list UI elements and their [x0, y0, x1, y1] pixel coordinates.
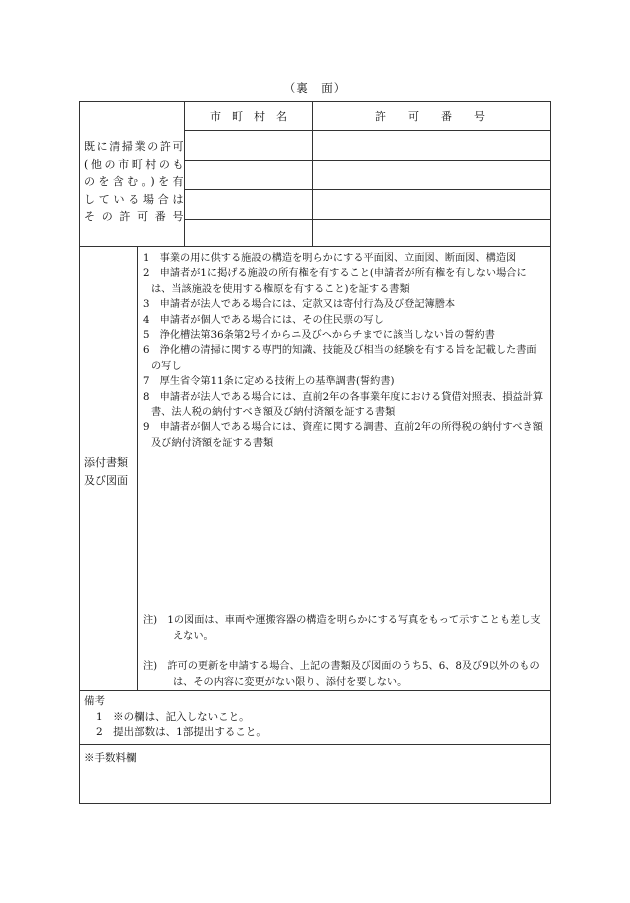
municipality-header: 市 町 村 名	[210, 110, 287, 123]
municipality-cell[interactable]	[185, 131, 311, 159]
remarks-heading: 備考	[84, 695, 105, 707]
municipality-cell[interactable]	[185, 190, 311, 218]
attachments-list	[143, 251, 545, 451]
fee-label: ※手数料欄	[84, 752, 137, 764]
label-line: している場合は	[84, 192, 184, 206]
page-title: （裏 面）	[283, 81, 347, 95]
divider	[137, 246, 138, 690]
list-item: 7 厚生省令第11条に定める技術上の基準調書(誓約書)	[143, 376, 395, 388]
divider	[79, 744, 551, 745]
remarks-item: 1 ※の欄は、記入しないこと。	[96, 710, 250, 723]
label-line: 既に清掃業の許可	[84, 140, 184, 153]
permit-number-cell[interactable]	[313, 220, 550, 245]
label-line: (他の市町村のも	[84, 157, 184, 171]
note-text: 注) 1の図面は、車両や運搬容器の構造を明らかにする写真をもって示すことも差し支えない。	[143, 615, 541, 642]
permit-number-cell[interactable]	[313, 131, 550, 159]
divider	[79, 246, 551, 247]
permit-section-label	[84, 138, 184, 226]
note-text: 注) 許可の更新を申請する場合、上記の書類及び図面のうち5、6、8及び9以外のものは、その内容に変更がない限り、添付を要しない。	[143, 661, 540, 688]
label-line: その許可番号	[84, 210, 184, 223]
list-item: 1 事業の用に供する施設の構造を明らかにする平面図、立面図、断面図、構造図	[143, 253, 517, 264]
note	[143, 659, 545, 690]
municipality-cell[interactable]	[185, 220, 311, 245]
list-item: 6 浄化槽の清掃に関する専門的知識、技能及び相当の経験を有する旨を記載した書面の写し	[143, 345, 537, 372]
remarks-section	[84, 694, 267, 741]
permit-number-cell[interactable]	[313, 161, 550, 188]
list-item: 9 申請者が個人である場合には、資産に関する調書、直前2年の所得税の納付すべき額及び納付済額を証する書類	[143, 422, 543, 449]
municipality-cell[interactable]	[185, 161, 311, 188]
label-line: 及び図面	[84, 474, 128, 487]
attachments-label	[84, 454, 128, 490]
list-item: 5 浄化槽法第36条第2号イからニ及びヘからチまでに該当しない旨の誓約書	[143, 330, 495, 342]
permit-number-header: 許 可 番 号	[375, 110, 485, 123]
remarks-item: 2 提出部数は、1部提出すること。	[96, 726, 267, 738]
note	[143, 613, 545, 644]
fee-area[interactable]	[80, 766, 550, 803]
list-item: 3 申請者が法人である場合には、定款又は寄付行為及び登記簿謄本	[143, 299, 456, 311]
list-item: 4 申請者が個人である場合には、その住民票の写し	[143, 314, 384, 326]
label-line: のを含む。)を有	[84, 175, 184, 188]
permit-number-cell[interactable]	[313, 190, 550, 218]
list-item: 8 申請者が法人である場合には、直前2年の各事業年度における貸借対照表、損益計算書、法人税の納付すべき額及び納付済額を証する書類	[143, 391, 544, 419]
label-line: 添付書類	[84, 456, 128, 469]
list-item: 2 申請者が1に掲げる施設の所有権を有すること(申請者が所有権を有しない場合には、当該施設を使用する権原を有すること)を証する書類	[143, 268, 527, 295]
